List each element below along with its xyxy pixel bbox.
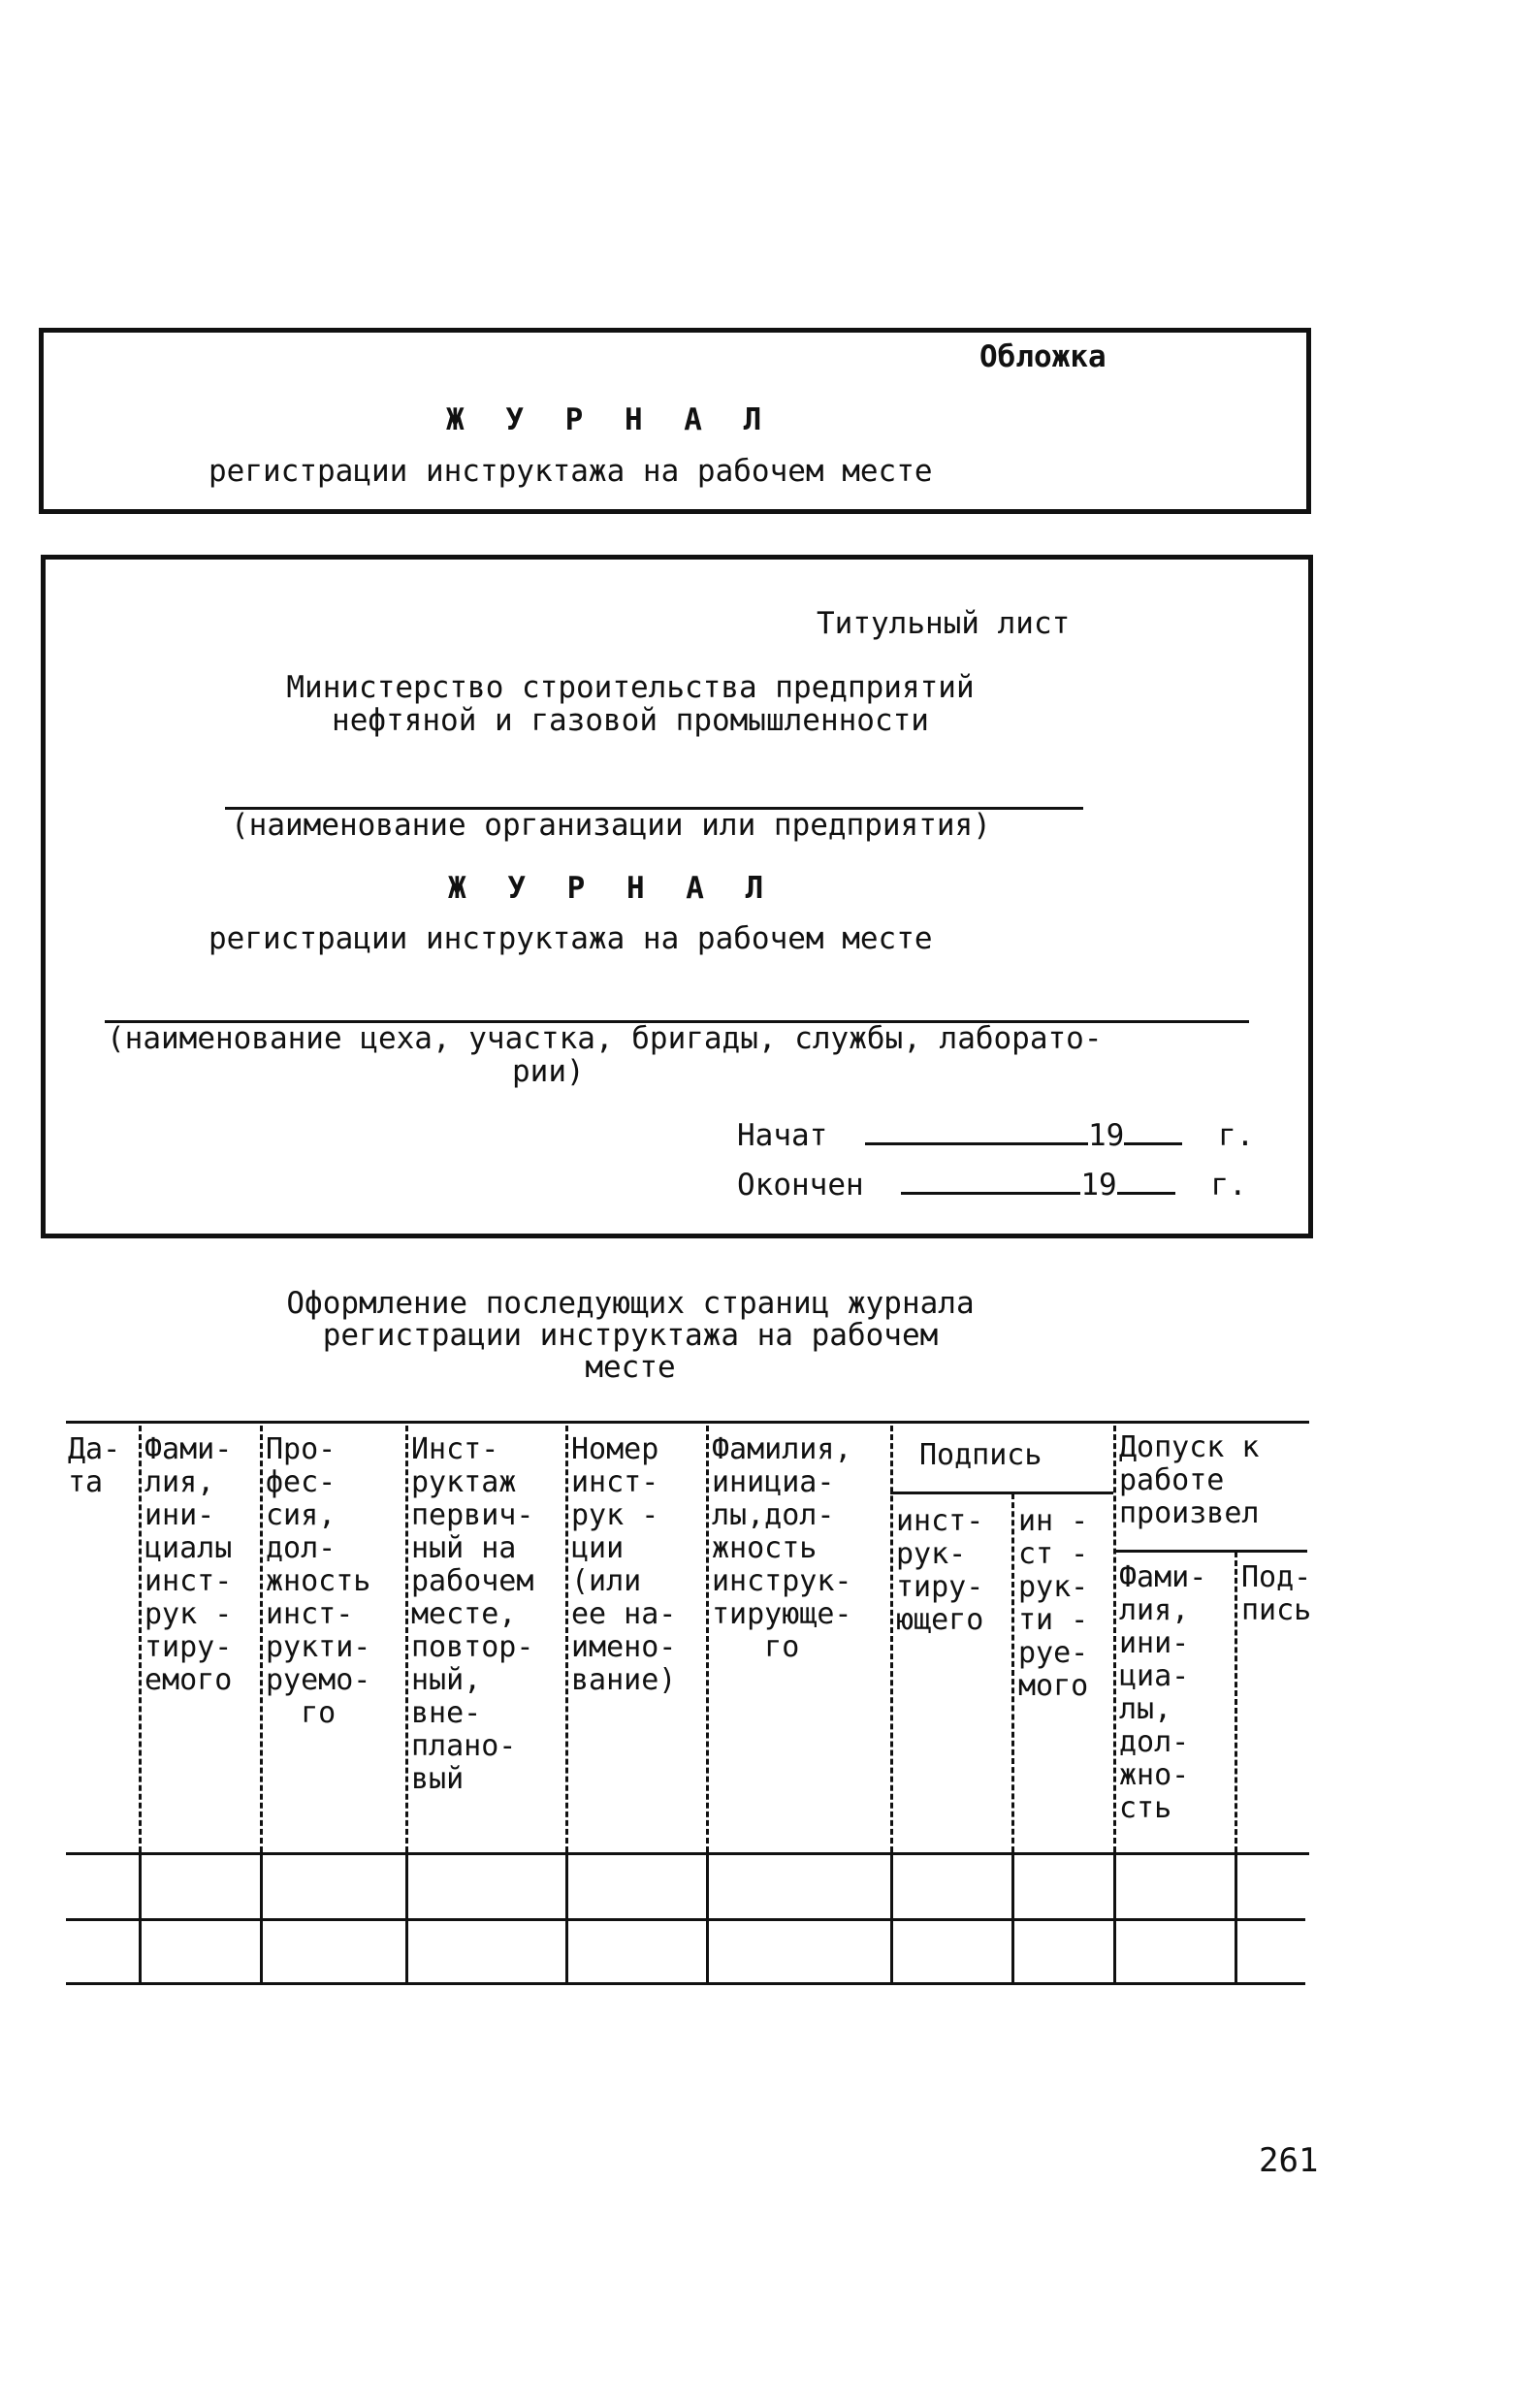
ended-date-field[interactable] xyxy=(901,1167,1080,1195)
col-header-instructor: Фамилия, инициа- лы,дол- жность инструк- тирующе- го xyxy=(712,1432,852,1664)
col-header-instruction-number: Номер инст- рук - ции (или ее на- имено- вание) xyxy=(571,1432,677,1697)
started-row xyxy=(737,1117,1254,1153)
next-pages-heading-line-3: месте xyxy=(585,1350,676,1385)
dept-caption-line-2: рии) xyxy=(512,1054,585,1089)
started-date-field[interactable] xyxy=(865,1117,1088,1145)
next-pages-heading-line-1: Оформление последующих страниц журнала xyxy=(286,1286,975,1321)
col-header-date: Да- та xyxy=(68,1432,121,1499)
col-header-sig-instructed: ин - ст - рук- ти - руе- мого xyxy=(1018,1504,1089,1703)
ended-year-suffix: г. xyxy=(1210,1168,1247,1203)
dept-caption-line-1: (наименование цеха, участка, бригады, службы, лаборато- xyxy=(107,1021,1103,1056)
ended-row xyxy=(737,1167,1247,1203)
header-sep-2 xyxy=(260,1426,263,1852)
col-header-admission: Допуск к работе произвел xyxy=(1119,1430,1260,1530)
started-year-suffix: г. xyxy=(1218,1118,1255,1153)
ended-year-field[interactable] xyxy=(1117,1167,1175,1195)
col-header-sig-instructor: инст- рук- тиру- ющего xyxy=(896,1504,984,1637)
started-label: Начат xyxy=(737,1118,828,1153)
cover-subtitle: регистрации инструктажа на рабочем месте xyxy=(209,454,933,489)
title-page-subtitle: регистрации инструктажа на рабочем месте xyxy=(209,921,933,956)
admission-subheader-rule xyxy=(1113,1550,1307,1553)
col-header-profession: Про- фес- сия, дол- жность инст- рукти- руемо- го xyxy=(266,1432,371,1730)
header-sep-5 xyxy=(706,1426,709,1852)
title-page-label: Титульный лист xyxy=(817,606,1071,641)
col-header-name: Фами- лия, ини- циалы инст- рук - тиру- емого xyxy=(144,1432,233,1697)
signature-subheader-rule xyxy=(890,1492,1113,1494)
header-sep-9 xyxy=(1235,1552,1237,1852)
header-sep-1 xyxy=(139,1426,142,1852)
col-header-type: Инст- руктаж первич- ный на рабочем месте, повтор- ный, вне- плано- вый xyxy=(411,1432,534,1796)
next-pages-heading-line-2: регистрации инструктажа на рабочем xyxy=(322,1318,939,1353)
table-row[interactable] xyxy=(66,1921,1305,1981)
title-page-title: Ж У Р Н А Л xyxy=(448,871,776,906)
started-year-prefix: 19 xyxy=(1088,1118,1125,1153)
started-year-field[interactable] xyxy=(1124,1117,1182,1145)
col-header-signature: Подпись xyxy=(919,1438,1043,1472)
header-sep-6 xyxy=(890,1426,893,1852)
ministry-line-1: Министерство строительства предприятий xyxy=(286,670,975,705)
col-header-admission-name: Фами- лия, ини- циа- лы, дол- жно- сть xyxy=(1119,1560,1207,1825)
ended-label: Окончен xyxy=(737,1168,864,1203)
page-number: 261 xyxy=(1259,2141,1319,2180)
org-caption: (наименование организации или предприятия) xyxy=(231,808,991,843)
table-row[interactable] xyxy=(66,1855,1305,1917)
cover-label: Обложка xyxy=(979,339,1107,374)
col-header-admission-signature: Под- пись xyxy=(1241,1560,1312,1627)
header-sep-7 xyxy=(1011,1493,1014,1852)
header-sep-4 xyxy=(565,1426,568,1852)
header-sep-8 xyxy=(1113,1426,1116,1852)
header-sep-3 xyxy=(405,1426,408,1852)
ministry-line-2: нефтяной и газовой промышленности xyxy=(332,703,929,738)
row-rule-2 xyxy=(66,1982,1305,1985)
cover-title: Ж У Р Н А Л xyxy=(446,402,774,437)
table-top-rule xyxy=(66,1421,1309,1424)
ended-year-prefix: 19 xyxy=(1080,1168,1117,1203)
